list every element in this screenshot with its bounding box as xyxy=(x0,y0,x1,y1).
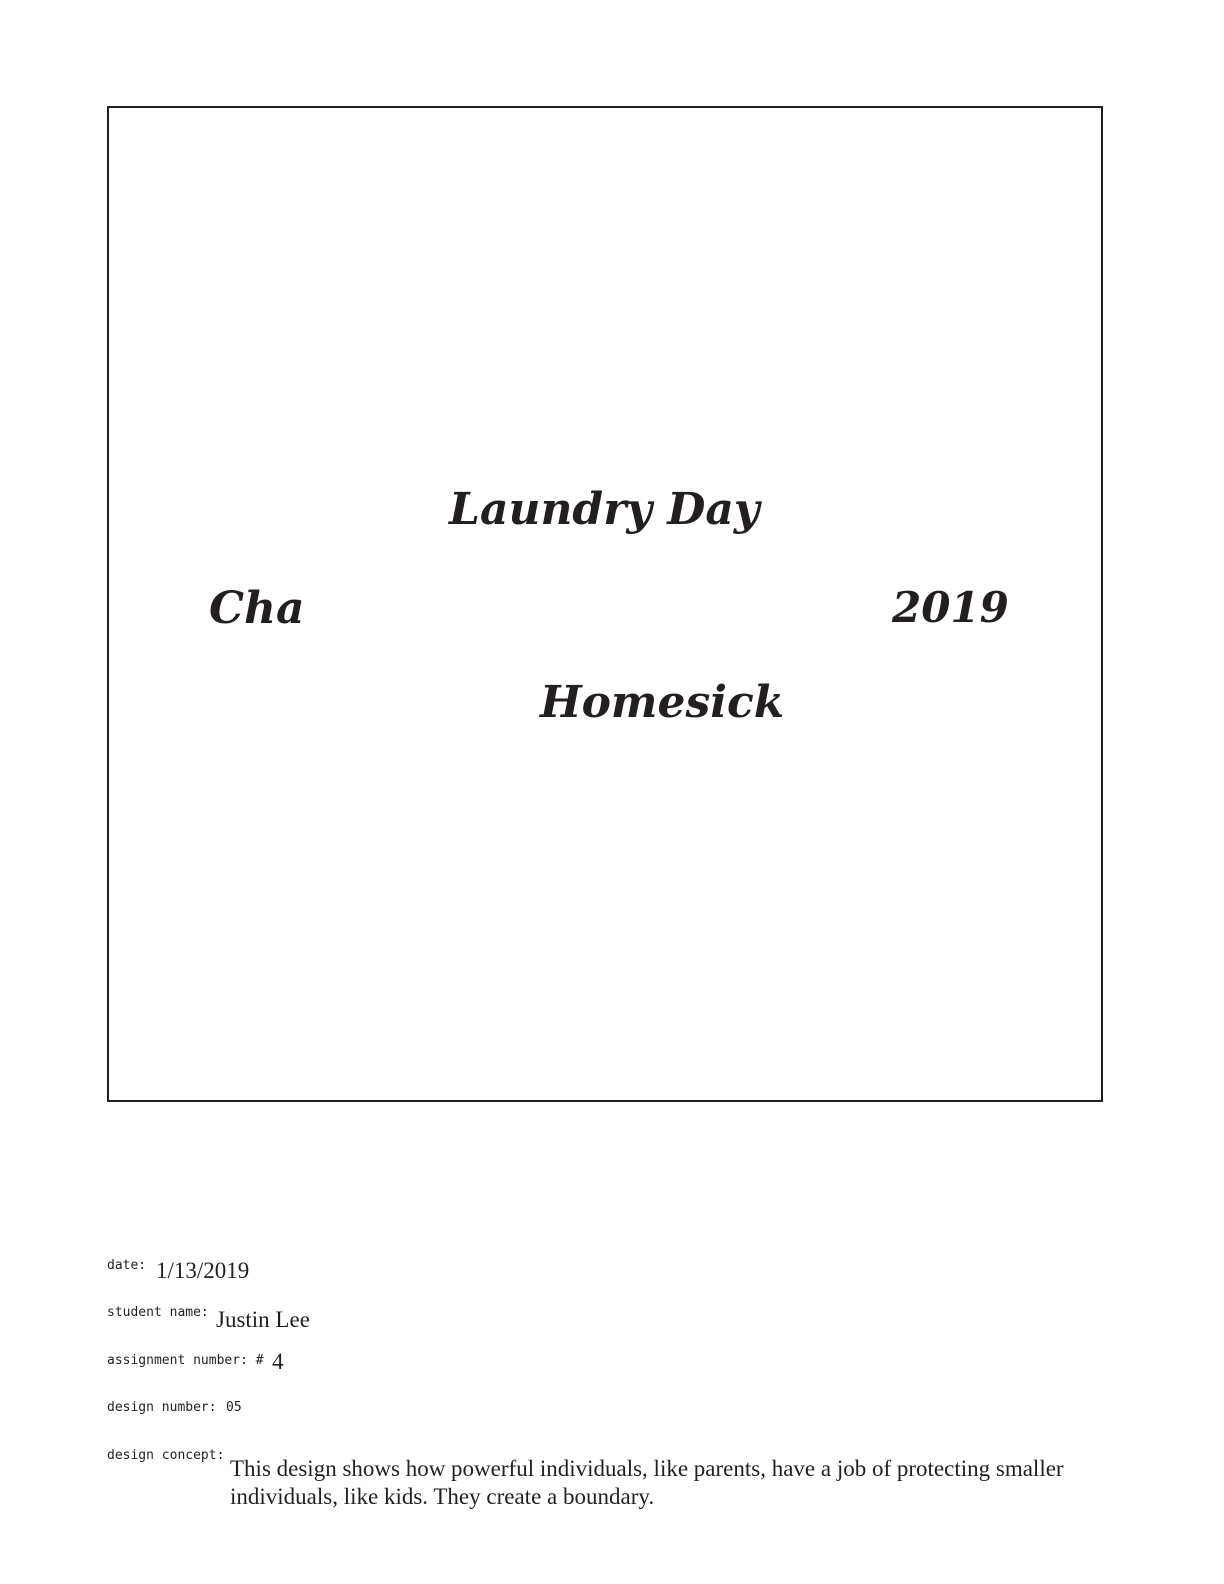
artwork-word-cha: Cha xyxy=(209,583,305,634)
student-name-label: student name: xyxy=(107,1305,209,1320)
assignment-number-label: assignment number: # xyxy=(107,1353,264,1368)
design-number-label: design number: xyxy=(107,1400,217,1415)
artwork-frame xyxy=(107,106,1103,1102)
date-value: 1/13/2019 xyxy=(156,1258,250,1283)
artwork-word-laundry-day: Laundry Day xyxy=(449,484,760,535)
design-concept-text: This design shows how powerful individuals, like parents, have a job of protecting smaller individuals, like kids. They create a boundary. xyxy=(230,1456,1064,1509)
design-number-value: 05 xyxy=(226,1400,242,1415)
artwork-word-year: 2019 xyxy=(892,583,1009,632)
artwork-word-homesick: Homesick xyxy=(540,677,785,728)
assignment-number-value: 4 xyxy=(272,1349,284,1374)
date-label: date: xyxy=(107,1258,147,1273)
student-name-value: Justin Lee xyxy=(216,1307,310,1332)
design-concept-label: design concept: xyxy=(107,1448,225,1463)
